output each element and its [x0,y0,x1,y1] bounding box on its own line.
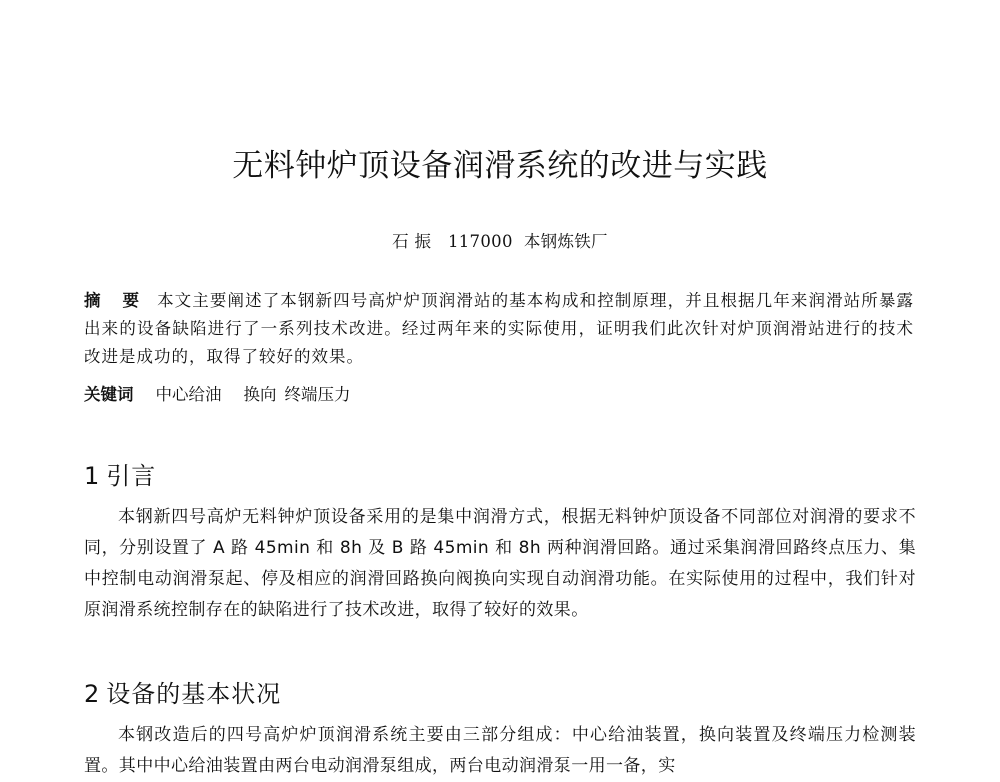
keyword: 终端压力 [284,385,351,404]
keywords-label: 关键词 [84,385,134,404]
section-heading [84,674,281,709]
section-title: 引言 [106,462,157,490]
author-postcode: 117000 [447,232,513,251]
paper-title: 无料钟炉顶设备润滑系统的改进与实践 [232,148,768,184]
author-affiliation: 本钢炼铁厂 [523,232,608,251]
section-number: 1 [84,462,101,490]
section-title: 设备的基本状况 [106,680,282,708]
keywords [84,381,351,409]
section-heading [84,456,156,491]
section-paragraph: 本钢新四号高炉无料钟炉顶设备采用的是集中润滑方式，根据无料钟炉顶设备不同部位对润滑的要求不同，分别设置了 A 路 45min 和 8h 及 B 路 45min 和 8h 两种润滑回路。通过采集润滑回路终点压力、集中控制电动润滑泵起、停及相应的润滑回路换向阀换向实现自动润滑功能。在实际使用的过程中，我们针对原润滑系统控制存在的缺陷进行了技术改进，取得了较好的效果。 [84,507,916,620]
keyword: 换向 [243,385,277,404]
author-name: 石 振 [392,232,432,251]
abstract [84,287,914,371]
section-paragraph: 本钢改造后的四号高炉炉顶润滑系统主要由三部分组成：中心给油装置，换向装置及终端压力检测装置。其中中心给油装置由两台电动润滑泵组成，两台电动润滑泵一用一备，实 [84,725,916,776]
keyword: 中心给油 [155,385,222,404]
abstract-label: 摘 要 [84,291,148,310]
author-line [0,228,1000,252]
abstract-text: 本文主要阐述了本钢新四号高炉炉顶润滑站的基本构成和控制原理，并且根据几年来润滑站所暴露出来的设备缺陷进行了一系列技术改进。经过两年来的实际使用，证明我们此次针对炉顶润滑站进行的技术改进是成功的，取得了较好的效果。 [84,291,914,366]
section-number: 2 [84,680,101,708]
